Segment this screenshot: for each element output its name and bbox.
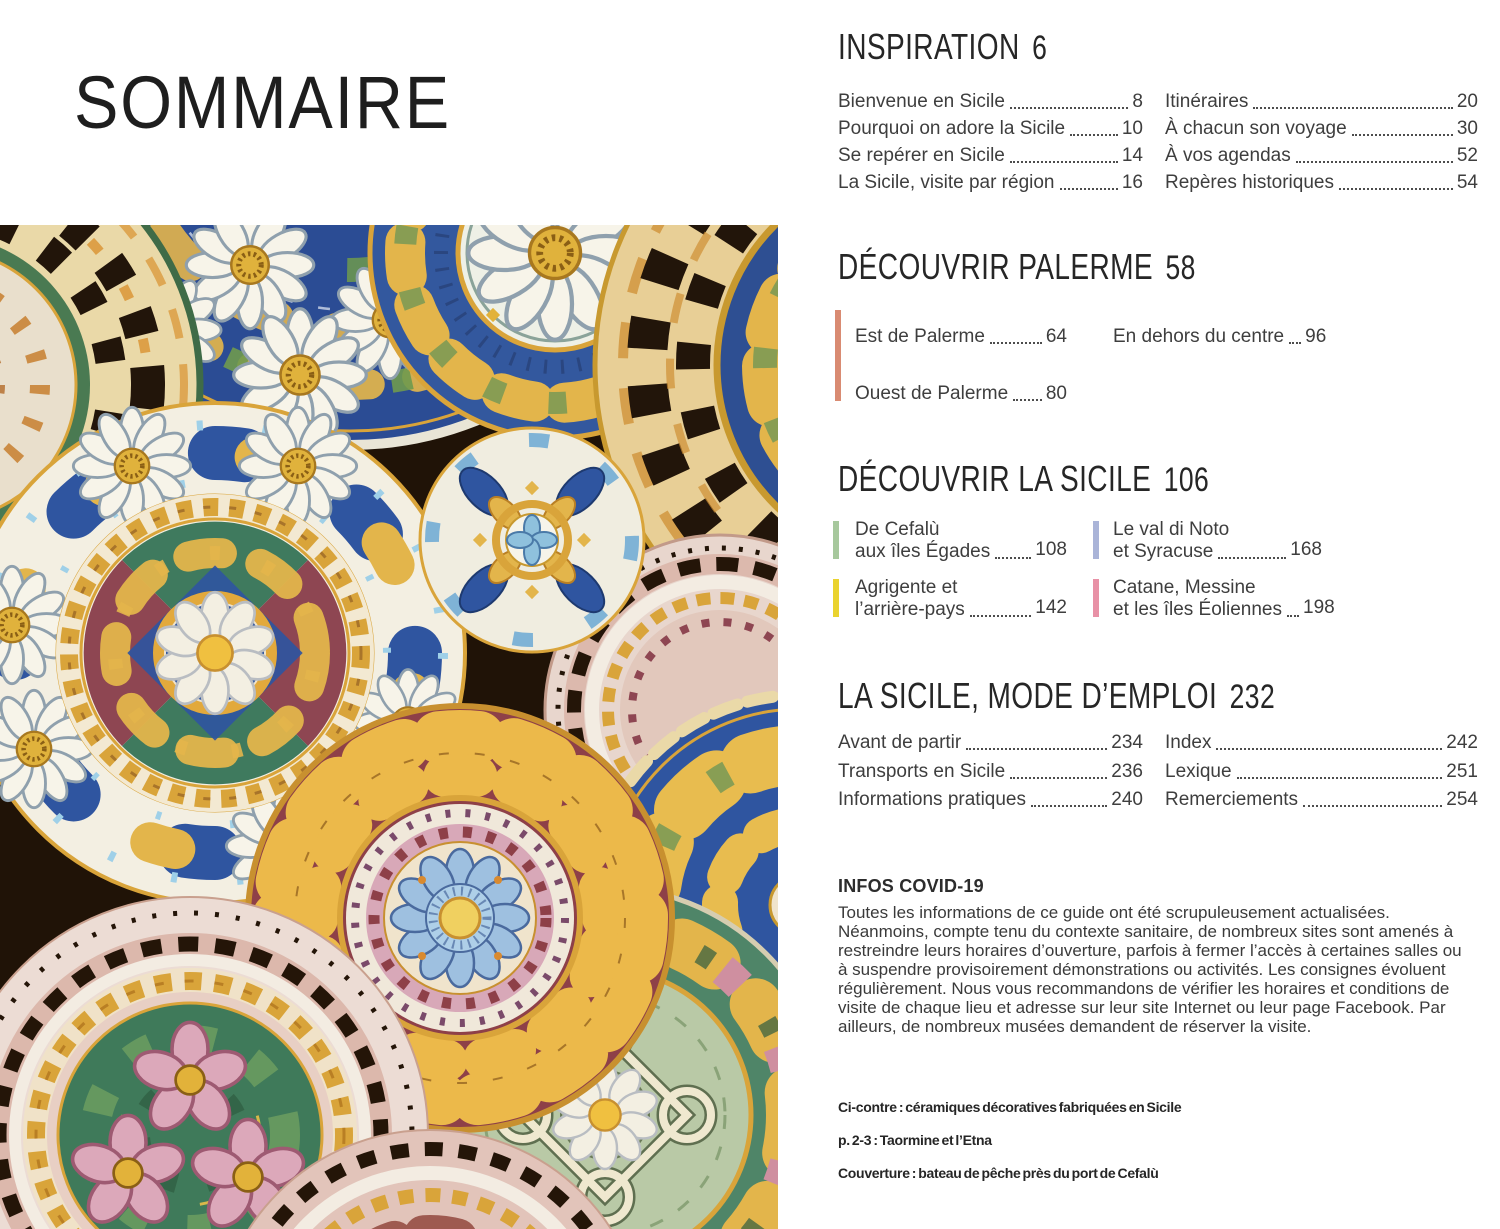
- toc-entry: [1165, 88, 1478, 115]
- section-color-bar: [1093, 521, 1099, 559]
- toc-entry-label: Pourquoi on adore la Sicile: [838, 118, 1066, 139]
- toc-entry: [855, 599, 1067, 621]
- toc-entry: [838, 729, 1143, 756]
- dotted-leader: [1339, 188, 1453, 190]
- toc-entry: [1165, 142, 1478, 169]
- toc-entry-page: 14: [1121, 145, 1143, 166]
- toc-entry: [1165, 758, 1478, 785]
- dotted-leader: [995, 557, 1031, 559]
- covid-note-body: Toutes les informations de ce guide ont été scrupuleusement actualisées. Néanmoins, compte tenu du contexte sanitaire, de nombreux sites sont amenés à restreindre leurs horaires d’ouverture, parfois à fermer l’accès à certaines salles ou à suspendre provisoirement démonstrations ou activités. Les consignes évoluent régulièrement. Nous vous recommandons de vérifier les horaires et conditions de visite de chaque lieu et adresse sur leur site Internet ou leur page Facebook. Par ailleurs, de nombreux musées demandent de réserver la visite.: [838, 903, 1462, 1036]
- toc-entry-label: Transports en Sicile: [838, 761, 1006, 782]
- dotted-leader: [1287, 615, 1299, 617]
- toc-entry-label: Agrigente et: [855, 577, 958, 598]
- toc-entry-page: 30: [1456, 118, 1478, 139]
- toc-entry-label: À chacun son voyage: [1165, 118, 1347, 139]
- toc-entry: [838, 142, 1143, 169]
- table-of-contents: [838, 0, 1493, 1229]
- toc-entry: [1165, 729, 1478, 756]
- dotted-leader: [1013, 399, 1042, 401]
- toc-entry-label: aux îles Égades: [855, 541, 991, 562]
- toc-entry-page: 54: [1456, 172, 1478, 193]
- dotted-leader: [990, 342, 1042, 344]
- toc-entry-page: 8: [1132, 91, 1143, 112]
- toc-entry-label: À vos agendas: [1165, 145, 1291, 166]
- toc-entry: [1113, 597, 1335, 621]
- toc-entry: [1165, 169, 1478, 196]
- section-title: DÉCOUVRIR LA SICILE: [838, 458, 1152, 499]
- photo-credit-line: Couverture : bateau de pêche près du port de Cefalù: [838, 1165, 1159, 1181]
- dotted-leader: [970, 615, 1031, 617]
- dotted-leader: [1031, 805, 1107, 807]
- toc-entry: [838, 758, 1143, 785]
- toc-entry: [838, 169, 1143, 196]
- toc-entry-label: Bienvenue en Sicile: [838, 91, 1005, 112]
- toc-entry-label: Repères historiques: [1165, 172, 1334, 193]
- toc-entry-page: 240: [1111, 789, 1143, 810]
- toc-entry-label: Ouest de Palerme: [855, 383, 1009, 404]
- dotted-leader: [1218, 557, 1286, 559]
- toc-entry: [855, 323, 1067, 350]
- toc-entry-page: 10: [1121, 118, 1143, 139]
- toc-entry-page: 142: [1035, 597, 1067, 618]
- dotted-leader: [1237, 777, 1443, 779]
- toc-entry-label: Avant de partir: [838, 732, 962, 753]
- ceramic-plates-photo: [0, 225, 778, 1229]
- toc-entry-page: 234: [1111, 732, 1143, 753]
- toc-entry-page: 108: [1035, 539, 1067, 560]
- dotted-leader: [1010, 777, 1107, 779]
- toc-entry-page: 96: [1305, 326, 1327, 347]
- toc-entry-label: La Sicile, visite par région: [838, 172, 1055, 193]
- toc-entry-page: 16: [1121, 172, 1143, 193]
- section-page-number: 106: [1163, 461, 1210, 499]
- section-title: DÉCOUVRIR PALERME: [838, 246, 1154, 287]
- toc-entry: [1165, 786, 1478, 813]
- photo-credit-line: Ci-contre : céramiques décoratives fabriquées en Sicile: [838, 1099, 1182, 1115]
- covid-note-title: INFOS COVID-19: [838, 876, 984, 896]
- dotted-leader: [1253, 107, 1452, 109]
- toc-entry-page: 254: [1446, 789, 1478, 810]
- section-page-number: 58: [1165, 249, 1196, 287]
- section-color-bar: [833, 579, 839, 617]
- dotted-leader: [1070, 134, 1118, 136]
- dotted-leader: [1010, 161, 1118, 163]
- toc-entry: [838, 786, 1143, 813]
- toc-entry-page: 242: [1446, 732, 1478, 753]
- toc-entry-label: Catane, Messine: [1113, 577, 1256, 598]
- toc-entry-page: 80: [1045, 383, 1067, 404]
- section-page-number: 232: [1229, 678, 1276, 716]
- toc-entry: [1113, 323, 1327, 350]
- toc-entry-page: 20: [1456, 91, 1478, 112]
- toc-entry-label: et les îles Éoliennes: [1113, 599, 1282, 620]
- section-title: INSPIRATION: [838, 26, 1020, 67]
- toc-entry-label: et Syracuse: [1113, 541, 1214, 562]
- toc-entry: [855, 541, 1067, 563]
- toc-entry-page: 251: [1446, 761, 1478, 782]
- dotted-leader: [1296, 161, 1453, 163]
- section-color-bar: [833, 521, 839, 559]
- toc-entry: [1165, 115, 1478, 142]
- section-heading-emploi: [838, 676, 1275, 717]
- toc-entry: [1113, 541, 1322, 563]
- toc-entry-label: De Cefalù: [855, 519, 940, 540]
- section-color-bar: [1093, 579, 1099, 617]
- photo-credit-line: p. 2-3 : Taormine et l’Etna: [838, 1132, 992, 1148]
- toc-entry-label: Remerciements: [1165, 789, 1299, 810]
- toc-entry-label: Index: [1165, 732, 1212, 753]
- toc-entry-label: l’arrière-pays: [855, 599, 965, 620]
- toc-entry-page: 168: [1290, 539, 1322, 560]
- section-heading-sicile: [838, 459, 1209, 500]
- toc-entry: [838, 88, 1143, 115]
- toc-entry: [838, 115, 1143, 142]
- dotted-leader: [966, 748, 1107, 750]
- dotted-leader: [1303, 805, 1442, 807]
- toc-entry-label: Se repérer en Sicile: [838, 145, 1005, 166]
- dotted-leader: [1060, 188, 1118, 190]
- dotted-leader: [1216, 748, 1442, 750]
- section-title: LA SICILE, MODE D’EMPLOI: [838, 675, 1218, 716]
- dotted-leader: [1010, 107, 1129, 109]
- toc-entry-label: Informations pratiques: [838, 789, 1026, 810]
- section-heading-palerme: [838, 247, 1196, 288]
- section-color-bar: [835, 310, 841, 401]
- section-heading-inspiration: [838, 27, 1047, 68]
- dotted-leader: [1352, 134, 1453, 136]
- section-page-number: 6: [1032, 29, 1048, 67]
- toc-entry-label: Le val di Noto: [1113, 519, 1230, 540]
- page-title: SOMMAIRE: [74, 60, 452, 144]
- toc-entry: [855, 380, 1067, 407]
- toc-entry-page: 236: [1111, 761, 1143, 782]
- toc-entry-label: Lexique: [1165, 761, 1232, 782]
- toc-entry-label: En dehors du centre: [1113, 326, 1285, 347]
- dotted-leader: [1289, 342, 1301, 344]
- toc-entry-label: Est de Palerme: [855, 326, 985, 347]
- toc-entry-label: Itinéraires: [1165, 91, 1249, 112]
- toc-entry-page: 198: [1303, 597, 1335, 618]
- toc-entry-page: 64: [1045, 326, 1067, 347]
- toc-entry-page: 52: [1456, 145, 1478, 166]
